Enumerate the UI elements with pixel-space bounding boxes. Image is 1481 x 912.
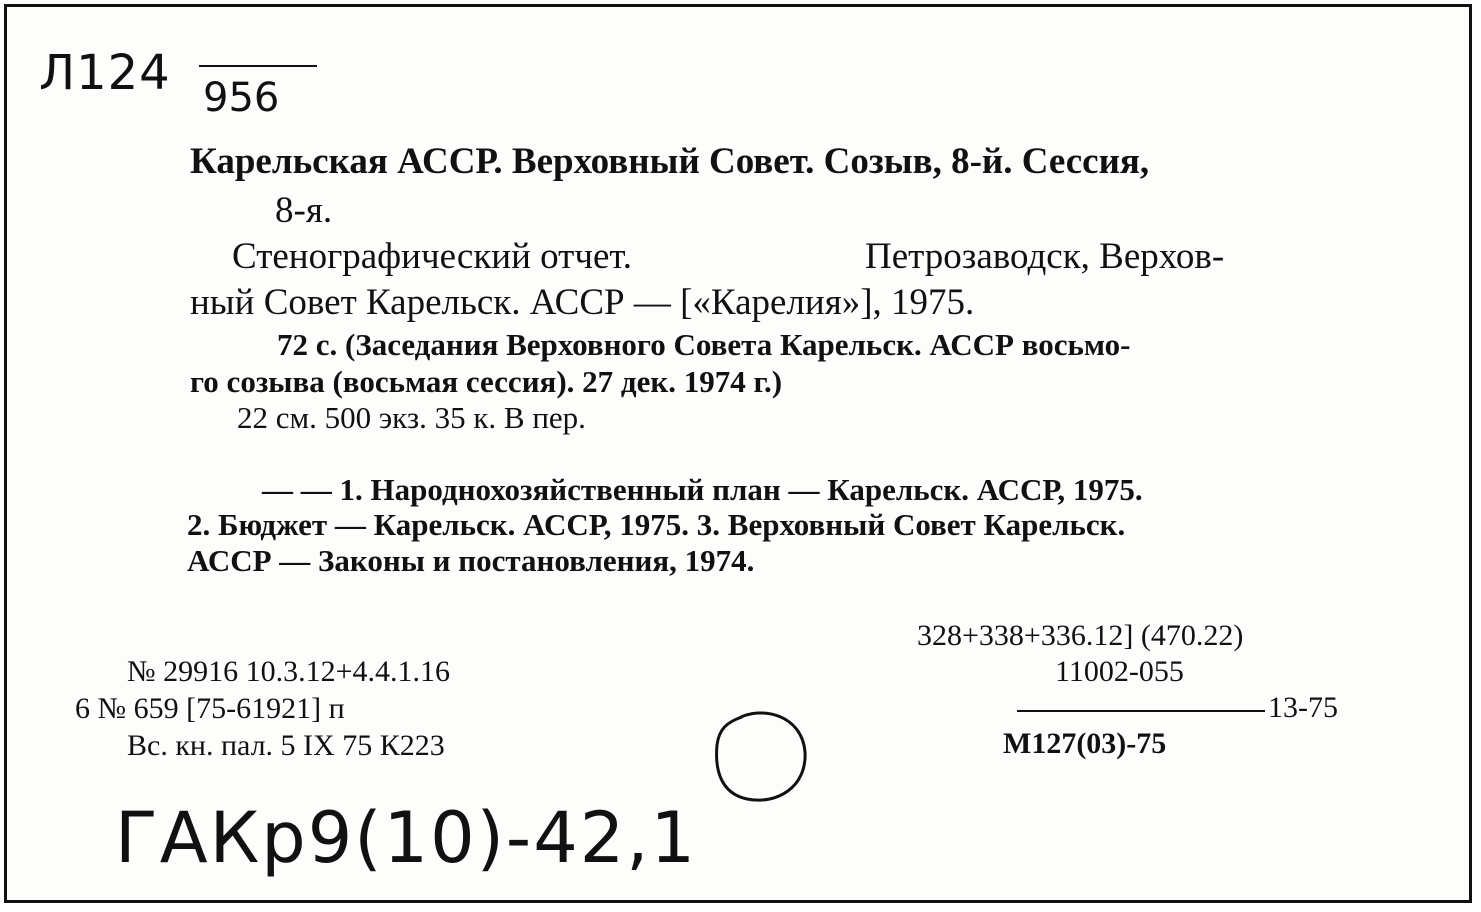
description-line-1: 72 с. (Заседания Верховного Совета Карельск. АССР восьмо-	[277, 327, 1131, 362]
catalog-card	[4, 4, 1472, 903]
bottom-handwritten-code: ГАКр9(10)-42,1	[115, 797, 698, 879]
code-denominator: М127(03)-75	[1003, 727, 1167, 760]
udc-code: 328+338+336.12] (470.22)	[917, 619, 1244, 652]
code-numerator: 11002-055	[1055, 655, 1184, 688]
title-line-1b: Петрозаводск, Верхов-	[865, 236, 1225, 277]
shelfmark-sub: 956	[203, 75, 280, 121]
left-code-3: Вс. кн. пал. 5 IX 75 К223	[127, 729, 445, 762]
title-line-2: ный Совет Карельск. АССР — [«Карелия»], 1975.	[190, 282, 975, 323]
handdrawn-circle-icon	[707, 707, 817, 812]
description-line-3: 22 см. 500 экз. 35 к. В пер.	[237, 400, 586, 435]
subjects-line-1: — — 1. Народнохозяйственный план — Карельск. АССР, 1975.	[262, 472, 1143, 507]
left-code-2: 6 № 659 [75-61921] п	[75, 692, 345, 725]
subjects-line-2: 2. Бюджет — Карельск. АССР, 1975. 3. Верховный Совет Карельск.	[187, 507, 1126, 542]
shelfmark: Л124	[39, 45, 171, 101]
description-line-2: го созыва (восьмая сессия). 27 дек. 1974 г.)	[190, 364, 783, 399]
heading-line-1-cont: 8-я.	[275, 190, 333, 231]
left-code-1: № 29916 10.3.12+4.4.1.16	[127, 655, 451, 688]
shelfmark-overline	[199, 65, 317, 67]
title-line-1a: Стенографический отчет.	[232, 236, 633, 277]
subjects-line-3: АССР — Законы и постановления, 1974.	[187, 543, 755, 578]
fraction-bar	[1017, 710, 1265, 712]
heading-line-1: Карельская АССР. Верховный Совет. Созыв, 8-й. Сессия,	[190, 141, 1150, 182]
code-suffix: 13-75	[1268, 691, 1338, 724]
